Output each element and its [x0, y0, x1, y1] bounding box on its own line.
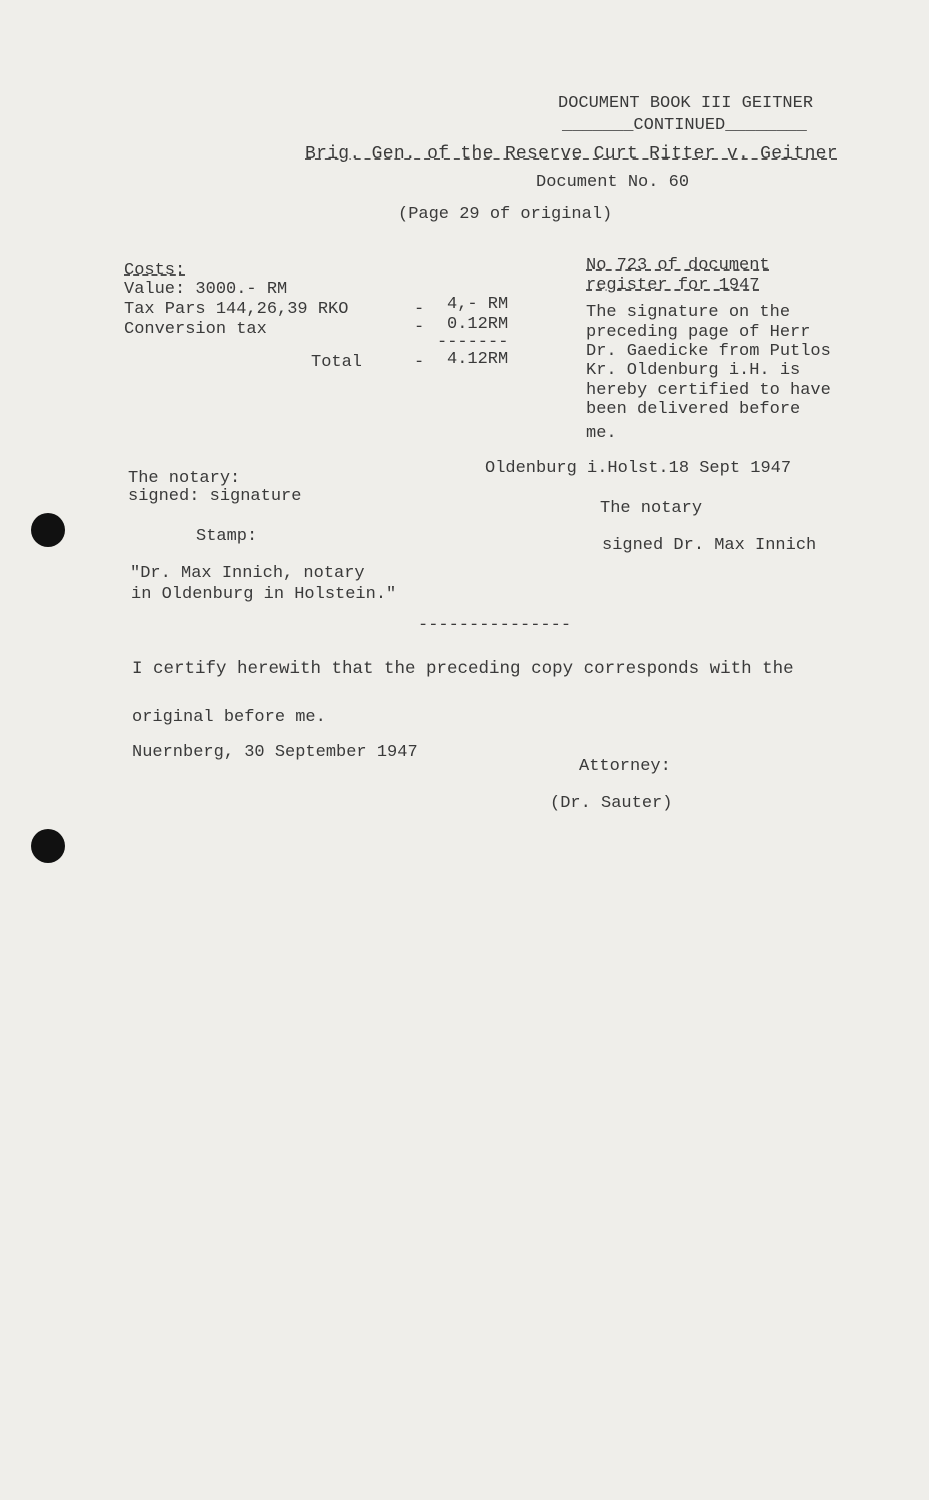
- stamp-text: "Dr. Max Innich, notary: [130, 564, 365, 583]
- cost-dash: -: [414, 318, 425, 337]
- place-date: Oldenburg i.Holst.18 Sept 1947: [485, 459, 792, 478]
- defendant-heading: Brig. Gen. of the Reserve Curt Ritter v. Geitner: [305, 144, 838, 164]
- attorney-name: (Dr. Sauter): [550, 794, 673, 813]
- total-label: Total: [311, 353, 363, 372]
- notary-signed: signed Dr. Max Innich: [602, 536, 817, 555]
- costs-heading: Costs:: [124, 261, 186, 280]
- notary-label: The notary:: [128, 469, 241, 488]
- register-text-line: The signature on the: [586, 303, 791, 322]
- cost-amount: 4,- RM: [447, 295, 509, 314]
- register-year: register for 1947: [586, 276, 760, 295]
- notary-signed: signed: signature: [128, 487, 302, 506]
- cost-amount: 0.12RM: [447, 315, 509, 334]
- section-separator: ---------------: [418, 616, 572, 635]
- sum-rule: -------: [437, 333, 509, 352]
- certification-text: I certify herewith that the preceding copy corresponds with the: [132, 659, 794, 679]
- register-text-line: hereby certified to have: [586, 381, 831, 400]
- document-number: Document No. 60: [536, 173, 690, 192]
- register-number: No 723 of document: [586, 256, 770, 275]
- total-amount: 4.12RM: [447, 350, 509, 369]
- page-reference: (Page 29 of original): [398, 205, 613, 224]
- continued-line: _______CONTINUED________: [562, 116, 807, 135]
- cost-dash: -: [414, 300, 425, 319]
- stamp-text: in Oldenburg in Holstein.": [131, 585, 397, 604]
- cost-label: Conversion tax: [124, 320, 267, 339]
- total-dash: -: [414, 353, 425, 372]
- register-text-line: Kr. Oldenburg i.H. is: [586, 361, 801, 380]
- certification-place-date: Nuernberg, 30 September 1947: [132, 743, 418, 762]
- stamp-label: Stamp:: [196, 527, 258, 546]
- register-text-line: me.: [586, 424, 617, 443]
- costs-value: Value: 3000.- RM: [124, 280, 288, 299]
- punch-hole: [31, 513, 65, 547]
- punch-hole: [31, 829, 65, 863]
- register-text-line: preceding page of Herr: [586, 323, 811, 342]
- notary-label: The notary: [600, 499, 703, 518]
- register-text-line: been delivered before: [586, 400, 801, 419]
- attorney-label: Attorney:: [579, 757, 671, 776]
- document-book-title: DOCUMENT BOOK III GEITNER: [558, 94, 814, 113]
- register-text-line: Dr. Gaedicke from Putlos: [586, 342, 831, 361]
- cost-label: Tax Pars 144,26,39 RKO: [124, 300, 349, 319]
- certification-text: original before me.: [132, 708, 326, 727]
